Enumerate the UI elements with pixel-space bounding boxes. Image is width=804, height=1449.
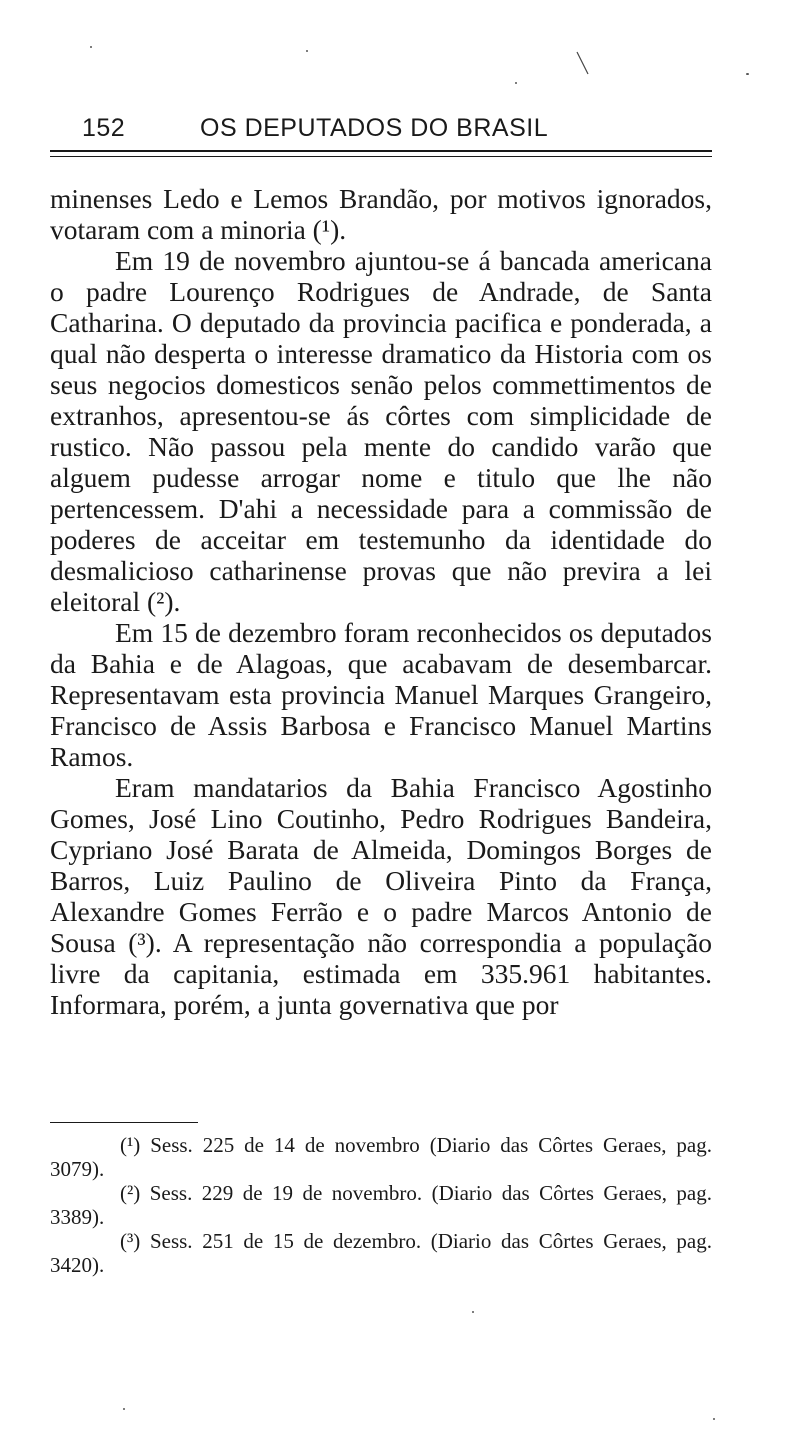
body-text — [50, 183, 712, 1020]
scan-speck — [306, 50, 308, 52]
paragraph: Eram mandatarios da Bahia Francisco Agostinho Gomes, José Lino Coutinho, Pedro Rodrigues Bandeira, Cypriano José Barata de Almeida, Domingos Borges de Barros, Luiz Paulino de Oliveira Pinto da França, Alexandre Gomes Ferrão e o padre Marcos Antonio de Sousa (³). A representação não correspondia a população livre da capitania, estimada em 335.961 habitantes. Informara, porém, a junta governativa que por — [50, 772, 712, 1020]
footnote-rule — [50, 1122, 198, 1123]
running-head — [82, 110, 712, 150]
footnote: (¹) Sess. 225 de 14 de novembro (Diario das Côrtes Geraes, pag. 3079). — [50, 1133, 712, 1181]
footnote: (³) Sess. 251 de 15 de dezembro. (Diario das Côrtes Geraes, pag. 3420). — [50, 1229, 712, 1277]
running-title: OS DEPUTADOS DO BRASIL — [200, 114, 549, 142]
paragraph: Em 15 de dezembro foram reconhecidos os deputados da Bahia e de Alagoas, que acabavam de desembarcar. Representavam esta provincia Manuel Marques Grangeiro, Francisco de Assis Barbosa e Francisco Manuel Martins Ramos. — [50, 617, 712, 772]
header-rule — [50, 150, 712, 157]
scan-mark — [575, 50, 591, 76]
footnotes — [50, 1133, 712, 1277]
paragraph: minenses Ledo e Lemos Brandão, por motivos ignorados, votaram com a minoria (¹). — [50, 183, 712, 245]
footnote: (²) Sess. 229 de 19 de novembro. (Diario das Côrtes Geraes, pag. 3389). — [50, 1181, 712, 1229]
scan-speck — [515, 82, 517, 84]
scan-speck — [90, 46, 92, 48]
paragraph: Em 19 de novembro ajuntou-se á bancada americana o padre Lourenço Rodrigues de Andrade, de Santa Catharina. O deputado da provincia pacifica e ponderada, a qual não desperta o interesse dramatico da Historia com os seus negocios domesticos senão pelos commettimentos de extranhos, apresentou-se ás côrtes com simplicidade de rustico. Não passou pela mente do candido varão que alguem pudesse arrogar nome e titulo que lhe não pertencessem. D'ahi a necessidade para a commissão de poderes de acceitar em testemunho da identidade do desmalicioso catharinense provas que não previra a lei eleitoral (²). — [50, 245, 712, 617]
scan-speck — [746, 73, 749, 75]
scan-speck — [472, 1311, 474, 1313]
page-number: 152 — [82, 114, 126, 142]
scan-speck — [123, 1408, 125, 1410]
scan-speck — [713, 1418, 715, 1420]
